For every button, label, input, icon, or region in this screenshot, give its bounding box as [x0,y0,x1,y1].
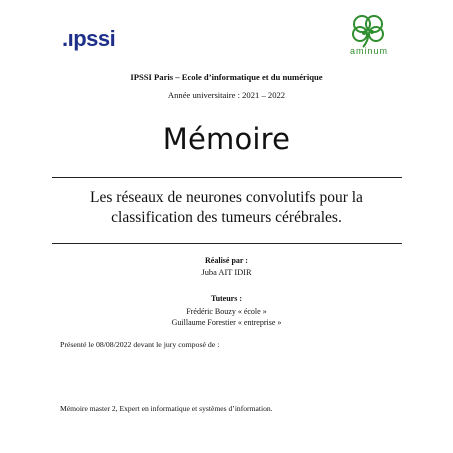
thesis-subtitle [0,188,453,228]
divider-bottom [52,243,402,244]
clover-logo-icon [346,12,390,48]
jury-line: Présenté le 08/08/2022 devant le jury composé de : [60,340,220,349]
tutors-label: Tuteurs : [210,294,243,303]
subtitle-line-2: classification des tumeurs cérébrales. [111,209,342,226]
academic-year: Année universitaire : 2021 – 2022 [167,90,286,100]
school-line: IPSSI Paris – Ecole d’informatique et du numérique [130,72,323,82]
divider-top [52,177,402,178]
subtitle-line-1: Les réseaux de neurones convolutifs pour la [90,189,363,206]
ipssi-logo: .ıpssi [62,26,116,51]
tutor-company: Guillaume Forestier « entreprise » [171,318,282,327]
tutor-school: Frédéric Bouzy « école » [186,307,267,316]
aminum-logo [336,12,406,58]
document-title: Mémoire [162,122,291,156]
author-label: Réalisé par : [205,256,248,265]
aminum-logo-text: aminum [350,46,389,56]
footer-line: Mémoire master 2, Expert en informatique et systèmes d’information. [60,404,273,413]
author-name: Juba AIT IDIR [201,268,252,277]
